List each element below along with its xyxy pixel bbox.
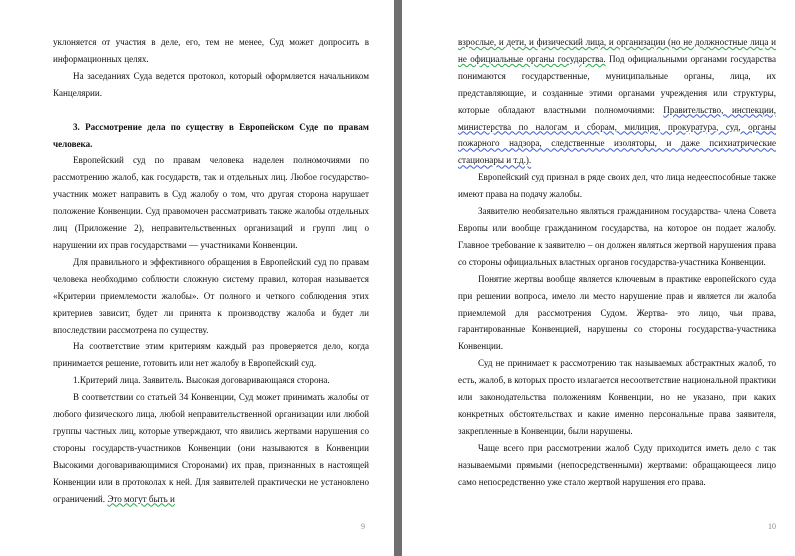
- paragraph: Чаще всего при рассмотрении жалоб Суду приходится иметь дело с так называемыми прямыми (непосредственными) жертвами: обращающееся лицо само непосредственно уже стало жертвой нарушения его права.: [458, 442, 776, 487]
- paragraph: На соответствие этим критериям каждый раз проверяется дело, когда принимается решение, готовить или нет жалобу в Европейский суд.: [53, 341, 369, 369]
- paragraph: Европейский суд по правам человека наделен полномочиями по рассмотрению жалоб, как государств, так и отдельных лиц. Любое государство-участник может направить в Суд жалобу о том, что другая сторона нарушает положение Конвенции. Суд правомочен рассматривать также жалобы отдельных лиц (Приложение 2), неправительственных организаций и групп лиц о нарушении их прав государствами — участниками Конвенции.: [53, 155, 369, 250]
- page-body: [53, 34, 369, 507]
- paragraph: [53, 389, 369, 507]
- document-page-left: [0, 0, 394, 556]
- grammar-flagged-text: Это могут быть и: [107, 493, 175, 504]
- page-gap: [394, 0, 402, 556]
- paragraph: Понятие жертвы вообще является ключевым в практике европейского суда при решении вопроса, имело ли место нарушение прав и является ли жалоба приемлемой для рассмотрения Судом. Жертва- это лицо, чьи права, гарантированные Конвенцией, нарушены со стороны государства-участника Конвенции.: [458, 273, 776, 352]
- paragraph: Европейский суд признал в ряде своих дел, что лица недееспособные также имеют права на подачу жалобы.: [458, 172, 776, 200]
- paragraph: Для правильного и эффективного обращения в Европейский суд по правам человека необходимо соблюсти сложную систему правил, которая называется «Критерии приемлемости жалобы». От полного и четкого соблюдения этих критериев зависит, будет ли принята к производству жалоба и будет ли впоследствии рассмотрена по существу.: [53, 256, 369, 335]
- section-heading: 3. Рассмотрение дела по существу в Европейском Суде по правам человека.: [53, 121, 369, 149]
- paragraph-text: Под официальными органами государства понимаются государственные, муниципальные органы, лица, их представляющие, и созданные этими органами учреждения или структуры, которые обладают властными полномочиями:: [458, 53, 776, 115]
- document-page-right: [402, 0, 795, 556]
- paragraph: [458, 34, 776, 169]
- page-number: 10: [768, 522, 776, 531]
- paragraph: Заявителю необязательно являться гражданином государства- члена Совета Европы или вообще гражданином государства, на которое он подает жалобу. Главное требование к заявителю – он должен являться жертвой нарушения права со стороны официальных властных органов государства-участника Конвенции.: [458, 206, 776, 267]
- paragraph: На заседаниях Суда ведется протокол, который оформляется начальником Канцелярии.: [53, 70, 369, 98]
- paragraph: 1.Критерий лица. Заявитель. Высокая договаривающаяся сторона.: [73, 375, 330, 386]
- grammar-flagged-text: взрослые, и дети, и физический лица, и организации (но не должностные лица и не официальные органы государства.: [458, 37, 776, 64]
- page-number: 9: [361, 522, 365, 531]
- blank-line: [53, 102, 369, 119]
- paragraph: Суд не принимает к рассмотрению так называемых абстрактных жалоб, то есть, жалоб, в которых просто излагается несоответствие национальной практики или законодательства положениям Конвенции, но не указано, при каких конкретных обстоятельствах и какие именно персональные права заявителя, закрепленные в Конвенции, были нарушены.: [458, 358, 776, 436]
- paragraph-text: В соответствии со статьей 34 Конвенции, Суд может принимать жалобы от любого физического лица, любой неправительственной организации или любой группы частных лиц, которые утверждают, что явились жертвами нарушения со стороны государств-участников Конвенции (они называются в Конвенции Высокими договаривающимися Сторонами) их прав, признанных в настоящей Конвенции или в протоколах к ней. Для заявителей практически не установлено ограничений.: [53, 392, 369, 504]
- paragraph: уклоняется от участия в деле, его, тем не менее, Суд может допросить в информационных целях.: [53, 37, 369, 64]
- page-body: [458, 34, 776, 490]
- spelling-flagged-text: Правительство, инспекции, министерства по налогам и сборам, милиция, прокуратура, суд, органы пожарного надзора, следственные изоляторы, и даже психиатрические стационары и т.д.).: [458, 104, 776, 166]
